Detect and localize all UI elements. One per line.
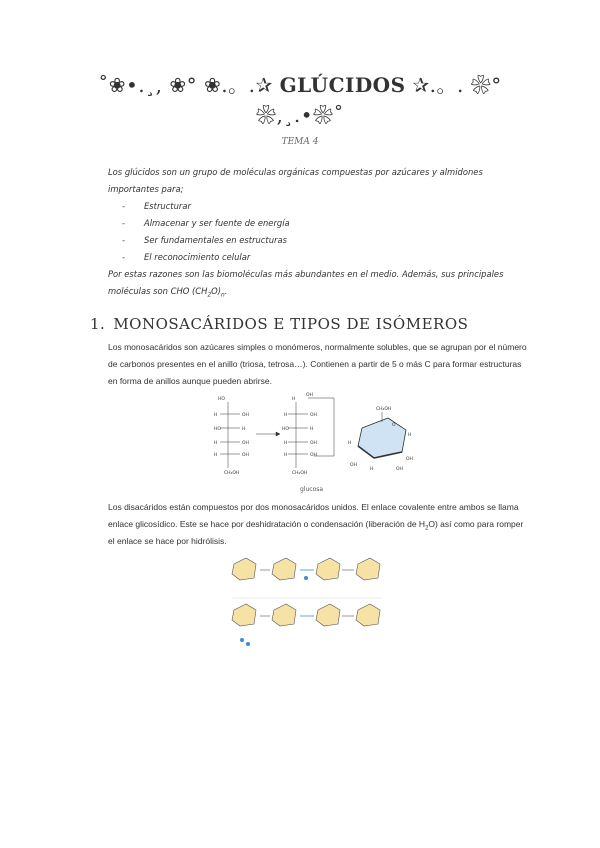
svg-text:H: H xyxy=(348,441,352,446)
page-subtitle: TEMA 4 xyxy=(281,137,319,147)
section-number: 1. xyxy=(90,315,106,333)
intro-text: Los glúcidos son un grupo de moléculas orgánicas compuestas por azúcares y almidones importantes para; xyxy=(108,167,483,194)
svg-text:OH: OH xyxy=(306,393,313,398)
list-item: - Ser fundamentales en estructuras xyxy=(108,232,528,249)
title-ornament-left: ˚❀•.¸, ❀° ❀.。.✰ xyxy=(98,73,280,97)
intro-list xyxy=(108,198,528,266)
svg-text:HO: HO xyxy=(214,427,221,432)
svg-text:H: H xyxy=(214,413,218,418)
svg-text:CH₂OH: CH₂OH xyxy=(224,471,240,476)
svg-text:CH₂OH: CH₂OH xyxy=(376,407,392,412)
list-item: - El reconocimiento celular xyxy=(108,249,528,266)
title-ornament-right: ✰.。. ❀° ❀,¸.•❀˚ xyxy=(255,73,502,127)
svg-text:HO: HO xyxy=(218,397,225,402)
section-heading xyxy=(90,315,468,333)
svg-text:OH: OH xyxy=(406,457,413,462)
svg-text:H: H xyxy=(242,427,246,432)
title-text: GLÚCIDOS xyxy=(279,73,406,97)
svg-text:OH: OH xyxy=(310,441,317,446)
svg-text:OH: OH xyxy=(242,441,249,446)
svg-text:H: H xyxy=(408,433,412,438)
glucose-diagram xyxy=(210,388,430,498)
svg-text:H: H xyxy=(370,467,374,472)
svg-text:H: H xyxy=(214,441,218,446)
figure-caption: glucosa xyxy=(300,486,324,493)
svg-text:H: H xyxy=(310,427,314,432)
svg-text:H: H xyxy=(284,453,288,458)
svg-text:HO: HO xyxy=(282,427,289,432)
svg-text:H: H xyxy=(284,441,288,446)
list-item: - Estructurar xyxy=(108,198,528,215)
svg-text:O: O xyxy=(392,423,396,428)
svg-text:H: H xyxy=(284,413,288,418)
svg-text:H: H xyxy=(214,453,218,458)
intro-closing: Por estas razones son las biomoléculas más abundantes en el medio. Además, sus principales moléculas son CHO $(CH_2O)_n$. xyxy=(108,269,504,299)
section-title: MONOSACÁRIDOS E TIPOS DE ISÓMEROS xyxy=(113,315,469,333)
svg-text:H: H xyxy=(292,397,296,402)
svg-text:OH: OH xyxy=(310,453,317,458)
monosaccharides-paragraph: Los monosacáridos son azúcares simples o monómeros, normalmente solubles, que se agrupan por el número de carbonos presentes en el anillo (triosa, tetrosa…). Contienen a partir de 5 o más C para formar estructuras en forma de anillos aunque pueden abrirse. xyxy=(108,342,527,386)
list-item: - Almacenar y ser fuente de energía xyxy=(108,215,528,232)
svg-text:OH: OH xyxy=(350,463,357,468)
svg-text:OH: OH xyxy=(242,413,249,418)
disaccharide-diagram xyxy=(222,548,392,658)
intro-section xyxy=(108,164,528,300)
page-title xyxy=(90,70,510,130)
svg-text:OH: OH xyxy=(242,453,249,458)
disaccharides-paragraph: Los disacáridos están compuestos por dos monosacáridos unidos. El enlace covalente entre ambos se llama enlace glicosídico. Este se hace por deshidratación o condensación (liberación de $H_2O$) así como para romper el enlace se hace por hidrólisis. xyxy=(108,502,524,546)
svg-text:OH: OH xyxy=(310,413,317,418)
svg-text:OH: OH xyxy=(396,467,403,472)
svg-text:CH₂OH: CH₂OH xyxy=(292,471,308,476)
